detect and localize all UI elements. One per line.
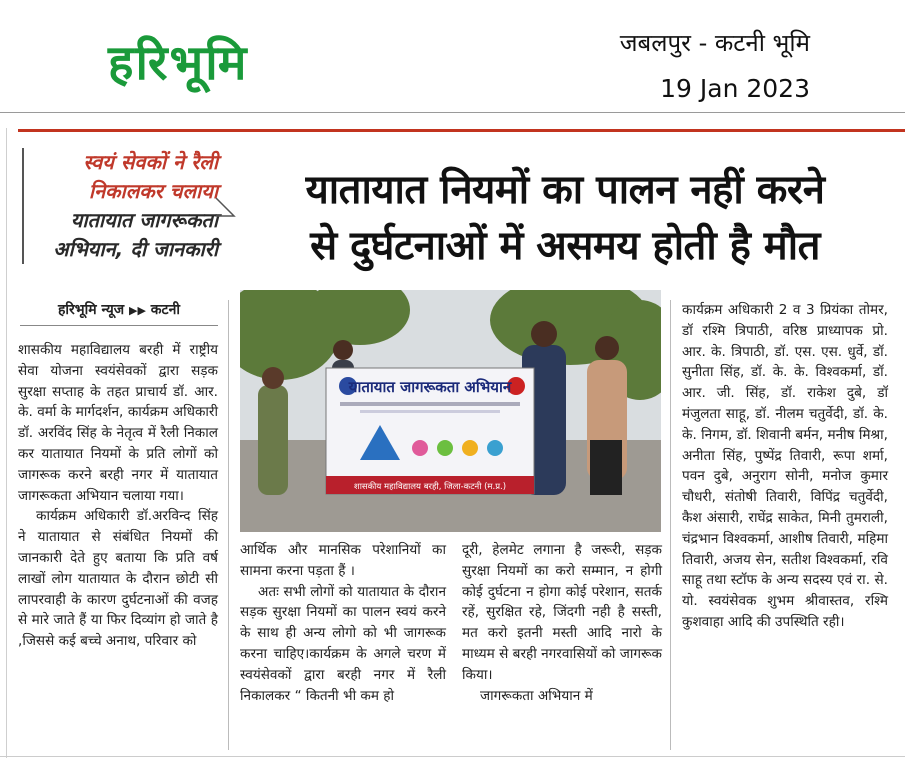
- byline: [20, 300, 218, 326]
- article-column-3: [462, 540, 662, 706]
- byline-city: कटनी: [150, 302, 181, 318]
- logo-text: हरिभूमि: [108, 35, 249, 91]
- page-edge-line: [6, 128, 7, 758]
- strap-line-3: यातायात जागरूकता: [70, 208, 218, 232]
- article-column-2: [240, 540, 446, 706]
- column-divider: [228, 300, 229, 750]
- byline-arrows-icon: ▶▶: [129, 304, 146, 317]
- banner-title: यातायात जागरूकता अभियान: [348, 378, 512, 396]
- banner-footer-text: शासकीय महाविद्यालय बरही, जिला-कटनी (म.प्र.): [353, 482, 507, 492]
- paragraph: दूरी, हेलमेट लगाना है जरूरी, सड़क सुरक्षा नियमों का करो सम्मान, न होगी कोई दुर्घटना न होगा कोई परेशान, सतर्क रहें, सुरक्षित रहे, जिंदगी नही है सस्ती, मत करो इतनी मस्ती आदि नारो के माध्यम से बरही नगरवासियों को जागरूक किया।: [462, 542, 662, 683]
- rally-photo: [240, 290, 661, 532]
- article-top-rule: [18, 129, 905, 132]
- edition-label: जबलपुर - कटनी भूमि: [619, 29, 810, 57]
- headline: [240, 162, 890, 274]
- article-column-4: [682, 300, 888, 633]
- paragraph: कार्यक्रम अधिकारी डॉ.अरविन्द सिंह ने यातायात से संबंधित नियमों की जानकारी देते हुए बताया कि प्रति वर्ष लाखों लोग यातायात के दौरान छोटी सी लापरवाही के कारण दुर्घटनाओं की वजह से मारे जाते हैं या फिर दिव्यांग हो जाते है ,जिससे कई बच्चे अनाथ, परिवार को: [18, 508, 218, 650]
- article-strap: [22, 148, 218, 264]
- strap-line-2: निकालकर चलाया: [88, 179, 218, 203]
- publication-date: 19 Jan 2023: [660, 74, 810, 103]
- article-column-1: [18, 340, 218, 652]
- strap-line-4: अभियान, दी जानकारी: [53, 237, 218, 261]
- page-bottom-rule: [0, 756, 905, 757]
- byline-source: हरिभूमि न्यूज: [57, 302, 125, 318]
- paragraph: शासकीय महाविद्यालय बरही में राष्ट्रीय सेवा योजना स्वयंसेवकों द्वारा सड़क सुरक्षा सप्ताह के तहत प्राचार्य डॉ. आर. के. वर्मा के मार्गदर्शन, कार्यक्रम अधिकारी डॉ. अरविंद सिंह के नेतृत्व में रैली निकाल कर यातायात नियमों के प्रति लोगों को जागरूक करने बरही नगर में यातायात जागरूकता अभियान चलाया गया।: [18, 342, 218, 504]
- headline-line-2: से दुर्घटनाओं में असमय होती है मौत: [310, 223, 820, 269]
- headline-line-1: यातायात नियमों का पालन नहीं करने: [305, 167, 825, 213]
- paragraph: अतः सभी लोगों को यातायात के दौरान सड़क सुरक्षा नियमों का पालन स्वयं करने के साथ ही अन्य लोगो को भी जागरूक करना चाहिए।कार्यक्रम के अगले चरण में स्वयंसेवकों द्वारा बरही नगर में रैली निकालकर “ कितनी भी कम हो: [240, 583, 446, 704]
- paragraph: आर्थिक और मानसिक परेशानियों का सामना करना पड़ता हैं ।: [240, 542, 446, 579]
- strap-line-1: स्वयं सेवकों ने रैली: [83, 150, 218, 174]
- paragraph: कार्यक्रम अधिकारी 2 व 3 प्रियंका तोमर, डॉ रश्मि त्रिपाठी, वरिष्ठ प्राध्यापक प्रो. आर. के. त्रिपाठी, डॉ. एस. एस. धुर्वे, डॉ. सुनीता सिंह, डॉ. के. के. विश्वकर्मा, डॉ. आर. जी. सिंह, डॉ. राकेश दुबे, डॉ मंजुलता साहू, डॉ. नीलम चतुर्वेदी, डॉ. के. के. निगम, डॉ. शिवानी बर्मन, मनीष मिश्रा, अनीता सिंह, पुष्पेंद्र तिवारी, रूपा शर्मा, पवन दुबे, अनुराग सोनी, मनोज कुमार चौधरी, संतोषी तिवारी, विपिंद्र चतुर्वेदी, कैश अंसारी, राघेंद्र साकेत, मिनी तुमराली, चंद्रभान विश्वकर्मा, आशीष तिवारी, महिमा तिवारी, अजय सेन, सतीश विश्वकर्मा, रवि साहू तथा स्टॉफ के अन्य सदस्य एवं रा. से. यो. स्वयंसेवक शुभम श्रीवास्तव, रश्मि कुशवाहा आदि की उपस्थिति रही।: [682, 302, 888, 630]
- rally-banner: [326, 368, 534, 494]
- strap-pointer-icon: [214, 196, 236, 218]
- paragraph: जागरूकता अभियान में: [480, 687, 593, 704]
- masthead-divider: [0, 112, 905, 113]
- newspaper-logo: [108, 32, 398, 94]
- column-divider: [670, 300, 671, 750]
